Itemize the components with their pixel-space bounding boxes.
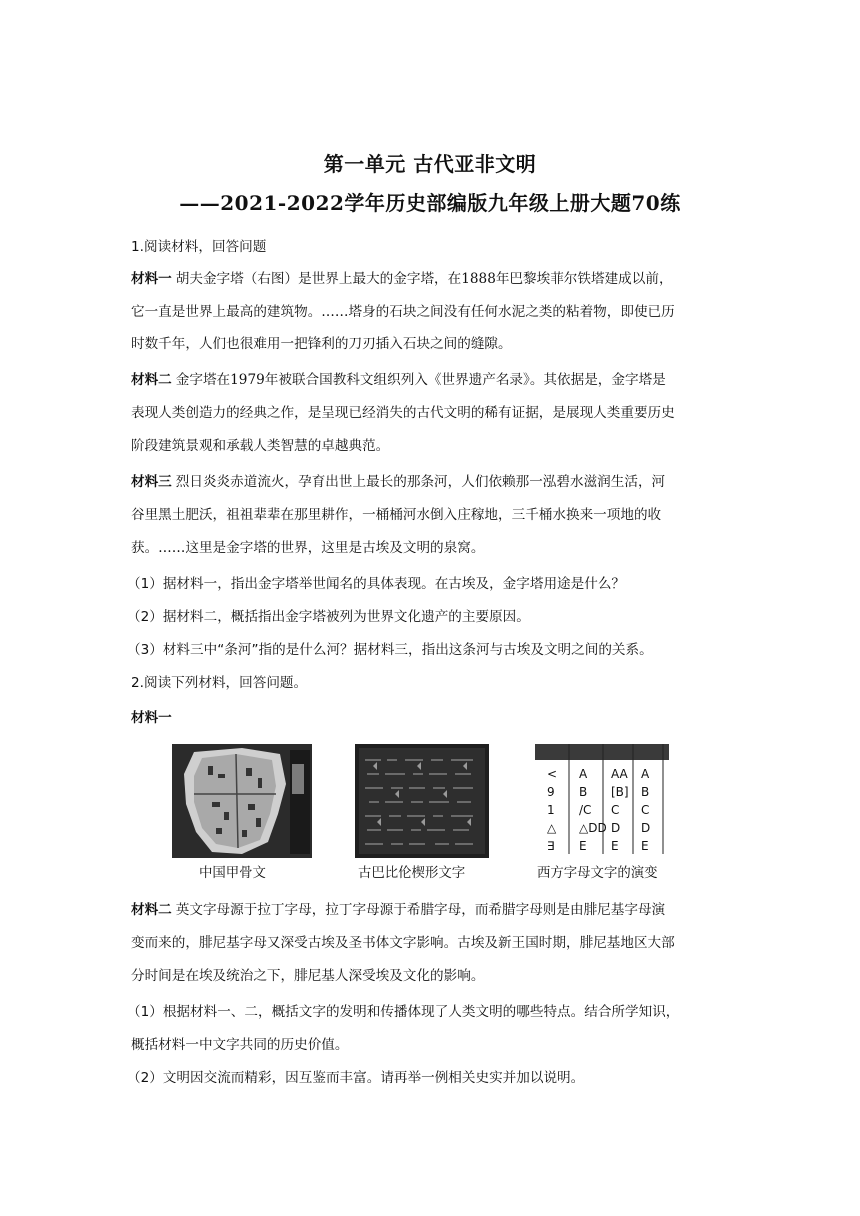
- q2-material-2-line-3: 分时间是在埃及统治之下，腓尼基人深受埃及文化的影响。: [131, 968, 485, 984]
- q2-material-2-line-2: 变而来的，腓尼基字母又深受古埃及圣书体文字影响。古埃及新王国时期，腓尼基地区大部: [131, 935, 675, 951]
- q1-material-1-line-2: 它一直是世界上最高的建筑物。……塔身的石块之间没有任何水泥之类的粘着物，即使已历: [131, 304, 675, 320]
- q1-material-3-line-1: [131, 473, 731, 491]
- alphabet-evolution-table: [535, 744, 669, 856]
- q1-material-2-line-1: [131, 371, 731, 389]
- alphabet-table-cell: B: [579, 785, 588, 799]
- q1-subquestion-3: （3）材料三中“条河”指的是什么河？据材料三，指出这条河与古埃及文明之间的关系。: [127, 642, 653, 658]
- alphabet-table-cell: D: [641, 821, 651, 835]
- alphabet-table-cell: A: [579, 767, 588, 781]
- alphabet-table-cell: A: [641, 767, 650, 781]
- q1-material-1-label: 材料一: [131, 271, 172, 287]
- alphabet-table-cell: D: [611, 821, 621, 835]
- q1-subquestion-1: （1）据材料一，指出金字塔举世闻名的具体表现。在古埃及，金字塔用途是什么？: [127, 576, 626, 592]
- q2-subquestion-1-line-1: （1）根据材料一、二，概括文字的发明和传播体现了人类文明的哪些特点。结合所学知识，: [127, 1004, 680, 1020]
- q1-material-1-line-1: [131, 270, 731, 288]
- q2-subquestion-2: （2）文明因交流而精彩，因互鉴而丰富。请再举一例相关史实并加以说明。: [127, 1070, 585, 1086]
- q2-material-2-line-1: [131, 901, 731, 919]
- alphabet-table-cell: 1: [547, 803, 555, 817]
- q2-material-1-label-text: 材料一: [131, 710, 172, 726]
- question-2-stem: 2.阅读下列材料，回答问题。: [131, 675, 308, 691]
- document-title: 第一单元 古代亚非文明: [323, 152, 537, 176]
- q1-material-3-line-2: 谷里黑土肥沃，祖祖辈辈在那里耕作，一桶桶河水倒入庄稼地，三千桶水换来一项地的收: [131, 507, 662, 523]
- alphabet-table-cell: <: [547, 767, 558, 781]
- alphabet-table-cell: ∃: [547, 839, 555, 853]
- q2-material-2-label: 材料二: [131, 902, 172, 918]
- q1-material-2-label: 材料二: [131, 372, 172, 388]
- alphabet-table-cell: △DD: [579, 821, 607, 835]
- q1-material-3-text: 烈日炎炎赤道流火，孕育出世上最长的那条河，人们依赖那一泓碧水滋润生活，河: [175, 474, 666, 490]
- q2-material-2-text: 英文字母源于拉丁字母，拉丁字母源于希腊字母，而希腊字母则是由腓尼基字母演: [175, 902, 666, 918]
- q1-material-3-line-3: 获。……这里是金字塔的世界，这里是古埃及文明的泉窝。: [131, 540, 485, 556]
- q2-material-1-label: [131, 709, 731, 727]
- alphabet-table-cell: C: [641, 803, 650, 817]
- q2-material-1-figures: [0, 744, 860, 884]
- q1-material-2-line-2: 表现人类创造力的经典之作，是呈现已经消失的古代文明的稀有证据，是展现人类重要历史: [131, 405, 675, 421]
- alphabet-table-cell: E: [641, 839, 649, 853]
- oracle-bone-image: [172, 744, 312, 858]
- alphabet-table-cell: △: [547, 821, 557, 835]
- alphabet-table-cell: E: [611, 839, 619, 853]
- alphabet-table-cell: AA: [611, 767, 628, 781]
- cuneiform-tablet-image: [355, 744, 489, 858]
- q1-material-2-line-3: 阶段建筑景观和承载人类智慧的卓越典范。: [131, 438, 390, 454]
- q1-material-1-text: 胡夫金字塔（右图）是世界上最大的金字塔，在1888年巴黎埃菲尔铁塔建成以前，: [175, 271, 673, 287]
- q1-material-3-label: 材料三: [131, 474, 172, 490]
- alphabet-table-cell: E: [579, 839, 587, 853]
- question-1-stem: 1.阅读材料，回答问题: [131, 239, 267, 255]
- caption-alphabet-evolution: 西方字母文字的演变: [537, 866, 658, 881]
- alphabet-table-cell: 9: [547, 785, 555, 799]
- caption-cuneiform: 古巴比伦楔形文字: [358, 866, 466, 881]
- alphabet-table-cell: B: [641, 785, 650, 799]
- alphabet-table-cell: C: [611, 803, 620, 817]
- q1-material-2-text: 金字塔在1979年被联合国教科文组织列入《世界遗产名录》。其依据是，金字塔是: [175, 372, 666, 388]
- q1-material-1-line-3: 时数千年，人们也很难用一把锋利的刀刃插入石块之间的缝隙。: [131, 336, 512, 352]
- q2-subquestion-1-line-2: 概括材料一中文字共同的历史价值。: [131, 1037, 349, 1053]
- document-subtitle: ——2021-2022学年历史部编版九年级上册大题70练: [179, 191, 681, 215]
- q1-subquestion-2: （2）据材料二，概括指出金字塔被列为世界文化遗产的主要原因。: [127, 609, 530, 625]
- alphabet-table-cell: [B]: [611, 785, 629, 799]
- caption-oracle-bone: 中国甲骨文: [199, 866, 266, 881]
- alphabet-table-cell: /C: [579, 803, 592, 817]
